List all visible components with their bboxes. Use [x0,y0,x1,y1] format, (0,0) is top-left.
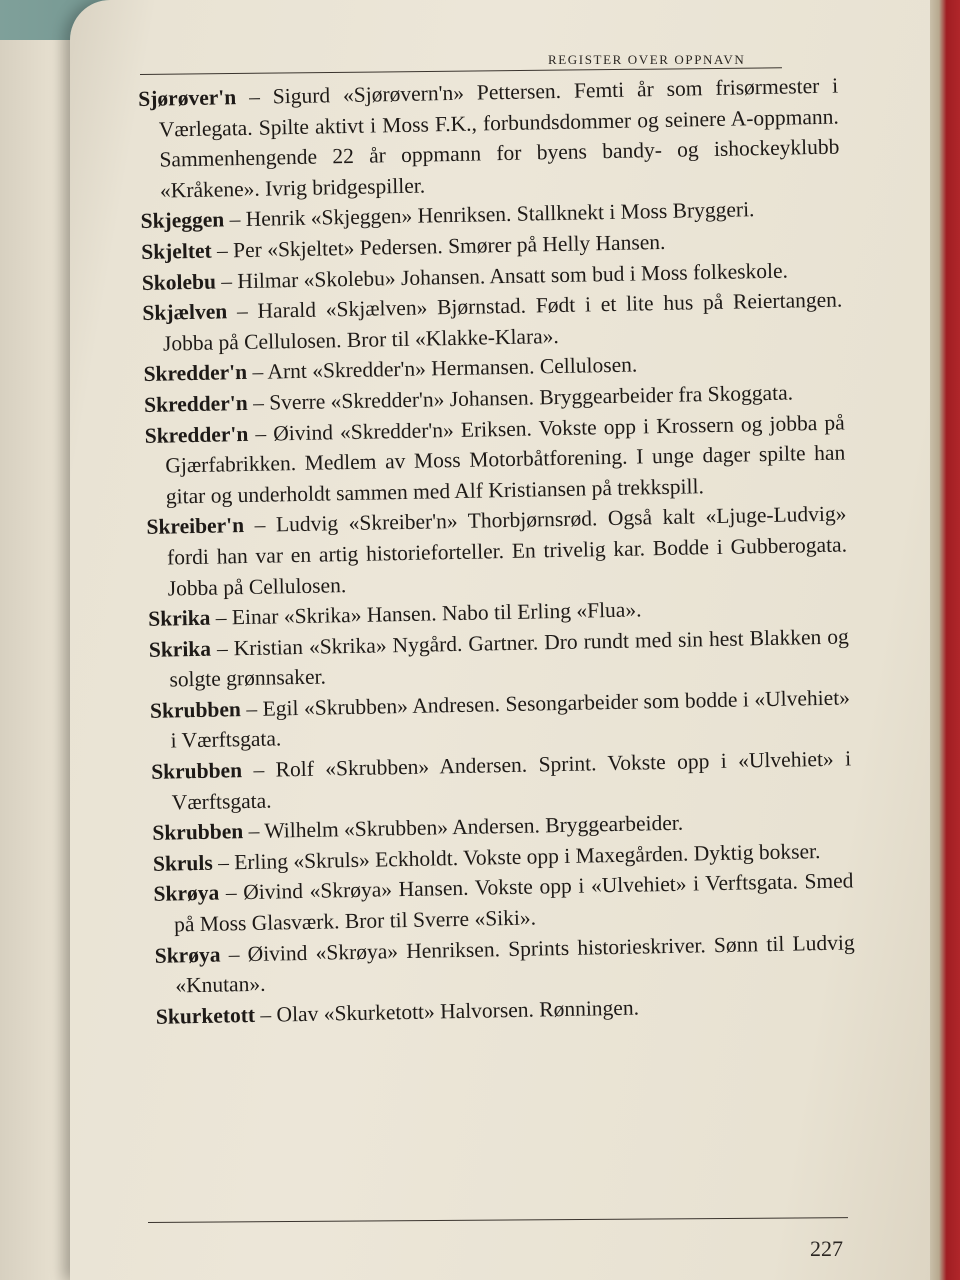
entry-nickname: Skredder'n [143,390,248,417]
entry-nickname: Skjeltet [140,238,212,264]
entry-description: – Per «Skjeltet» Pedersen. Smører på Helly Hansen. [211,229,666,263]
entry-description: – Rolf «Skrubben» Andersen. Sprint. Vokste opp i «Ulvehiet» i Værftsgata. [171,746,852,815]
entry-description: – Ludvig «Skreiber'n» Thorbjørnsrød. Også kalt «Ljuge-Ludvig» fordi han var en artig historieforteller. En trivelig kar. Bodde i Gubberogata. Jobba på Cellulosen. [166,501,848,601]
entry-nickname: Skurketott [155,1002,256,1029]
entry-nickname: Skrubben [149,697,242,723]
running-head: REGISTER OVER OPPNAVN [548,52,746,67]
entry-description: – Henrik «Skjeggen» Henriksen. Stallknekt i Moss Bryggeri. [224,197,755,232]
entry-description: – Arnt «Skredder'n» Hermansen. Cellulosen. [246,352,638,385]
entry-description: – Erling «Skruls» Eckholdt. Vokste opp i Maxegården. Dyktig bokser. [212,838,821,875]
entry-description: – Sigurd «Sjørøvern'n» Pettersen. Femti år som frisørmester i Værlegata. Spilte aktivt i Moss F.K., forbundsdommer og seinere A-oppmann. Sammenhengende 22 år oppmann for byens bandy- og ishockeyklubb «Kråkene». Ivrig bridgespiller. [158,73,840,203]
entry-description: – Sverre «Skredder'n» Johansen. Bryggearbeider fra Skoggata. [247,380,794,415]
entry-description: – Olav «Skurketott» Halvorsen. Rønningen. [254,995,640,1027]
entry-nickname: Skruls [152,850,213,876]
entry-description: – Hilmar «Skolebu» Johansen. Ansatt som bud i Moss folkeskole. [215,258,789,294]
entry-description: – Egil «Skrubben» Andresen. Sesongarbeider som bodde i «Ulvehiet» i Værftsgata. [170,685,851,753]
page-number: 227 [810,1236,843,1261]
entry-description: – Einar «Skrika» Hansen. Nabo til Erling «Flua». [210,597,642,630]
entry-nickname: Skreiber'n [146,513,245,540]
entry-nickname: Skrøya [154,942,221,968]
entry-nickname: Skrøya [153,881,220,907]
entry-nickname: Skrubben [150,758,243,784]
entry-nickname: Skrika [148,636,212,662]
nickname-register [138,71,856,1033]
entry [146,499,848,604]
entry-description: – Harald «Skjælven» Bjørnstad. Født i et lite hus på Reiertangen. Jobba på Cellulosen. Bror til «Klakke-Klara». [162,287,843,356]
entry-description: – Wilhelm «Skrubben» Andersen. Bryggearbeider. [242,810,684,844]
entry [144,407,846,512]
entry-nickname: Skrubben [152,819,244,846]
entry-nickname: Sjørøver'n [138,85,237,111]
entry-nickname: Skredder'n [144,421,249,448]
entry [138,71,840,207]
entry-description: – Øivind «Skrøya» Henriksen. Sprints historieskriver. Sønn til Ludvig «Knutan». [175,930,855,998]
entry-nickname: Skjeggen [140,207,225,234]
entry-description: – Øivind «Skrøya» Hansen. Vokste opp i «Ulvehiet» i Verftsgata. Smed på Moss Glasværk. Bror til Sverre «Siki». [173,868,854,937]
entry-description: – Øivind «Skredder'n» Eriksen. Vokste opp i Krossern og jobba på Gjærfabrikken. Medlem av Moss Motorbåtforening. I unge dager spilte han gitar og underholdt sammen med Alf Kristiansen på trekkspill. [165,410,846,509]
entry-nickname: Skjælven [142,299,228,326]
entry-description: – Kristian «Skrika» Nygård. Gartner. Dro rundt med sin hest Blakken og solgte grønnsaker. [169,624,849,692]
book-cover-edge [930,0,960,1280]
entry-nickname: Skredder'n [143,360,248,387]
entry-nickname: Skolebu [141,269,217,295]
entry-nickname: Skrika [148,605,211,631]
